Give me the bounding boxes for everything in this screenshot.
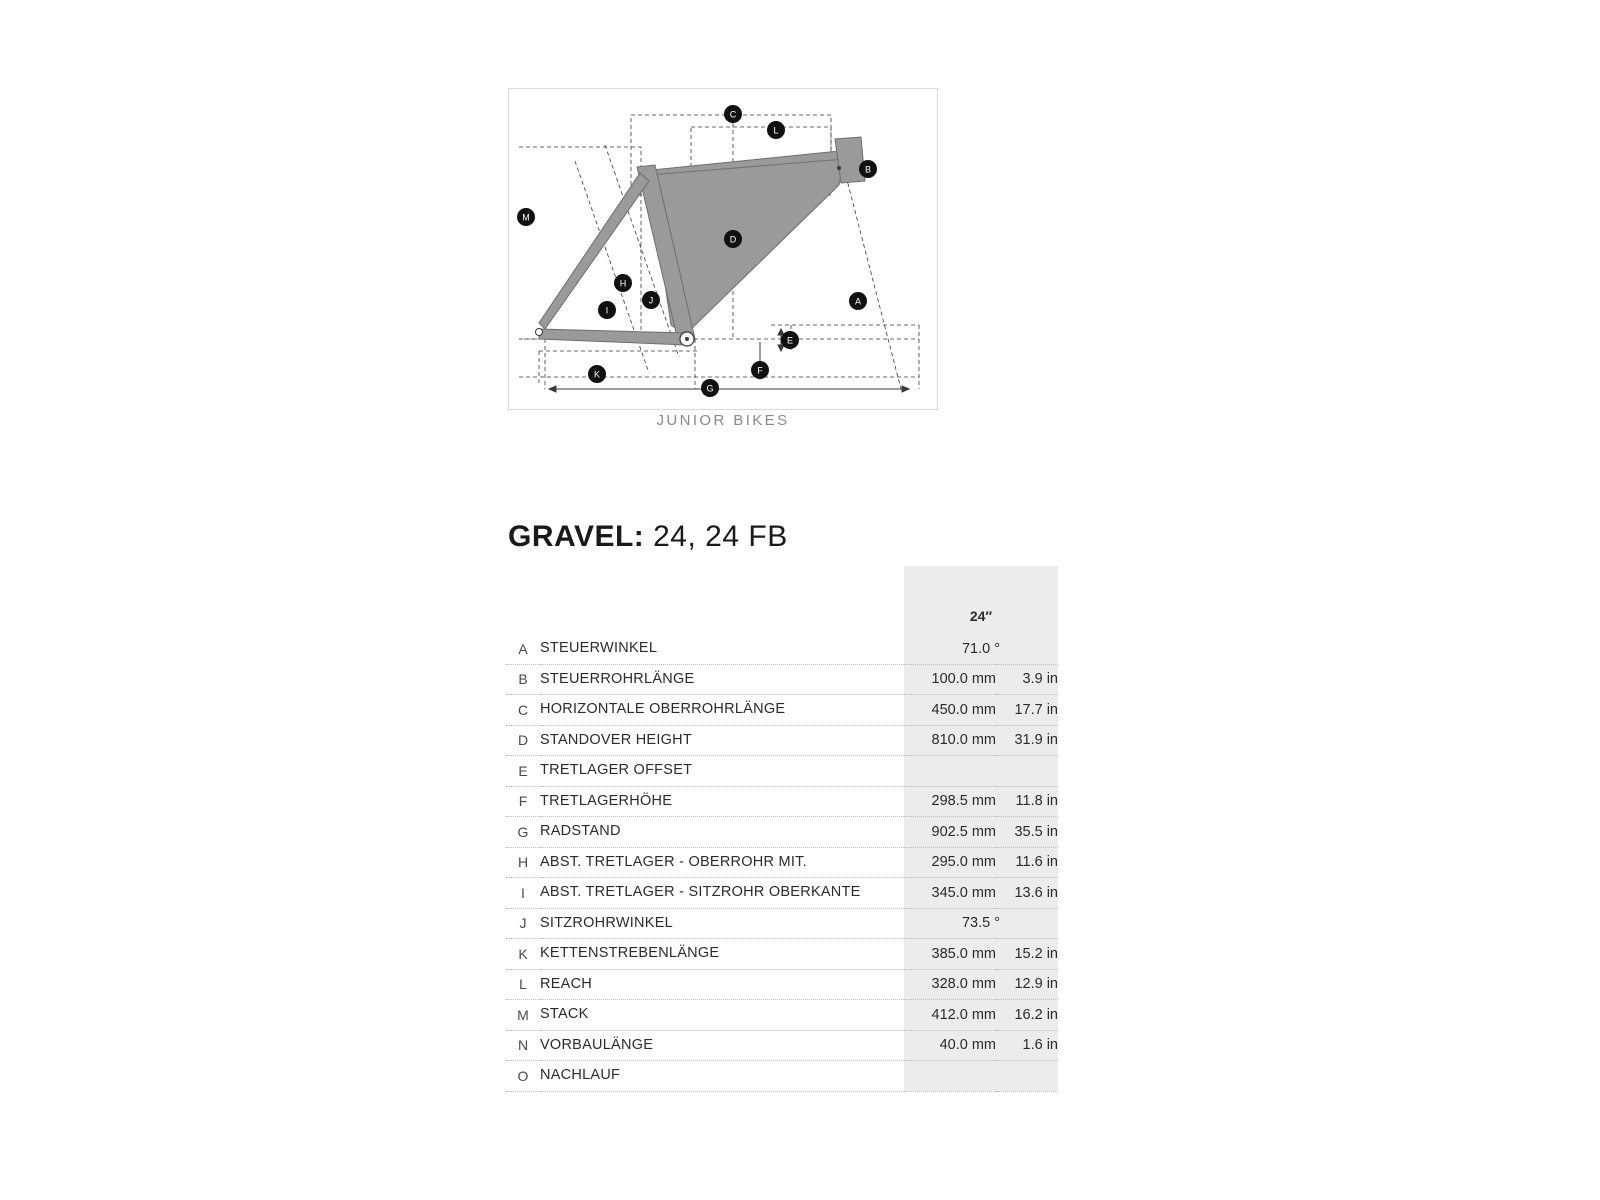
row-code: K [518, 945, 528, 962]
svg-text:K: K [593, 369, 601, 380]
row-value-mm: 385.0 mm [904, 939, 996, 970]
row-code: G [517, 823, 529, 840]
page-title [508, 520, 788, 554]
header-code-blank [506, 566, 540, 634]
svg-text:C: C [729, 109, 737, 120]
row-label: KETTENSTREBENLÄNGE [540, 945, 720, 962]
table-header-row [506, 566, 1058, 634]
bike-geometry-drawing [509, 89, 939, 411]
row-code: F [518, 793, 528, 810]
svg-text:J: J [648, 295, 654, 306]
row-value: 73.5 ° [904, 908, 1058, 939]
row-value-mm: 810.0 mm [904, 725, 996, 756]
table-row [506, 969, 1058, 1000]
svg-text:M: M [522, 212, 530, 223]
row-code: O [517, 1067, 529, 1084]
row-code: I [521, 884, 525, 901]
marker-e [781, 331, 799, 349]
row-label: RADSTAND [540, 823, 621, 840]
row-code: M [517, 1006, 529, 1023]
row-value-in: 35.5 in [996, 817, 1058, 848]
marker-l [767, 121, 785, 139]
row-value-in: 16.2 in [996, 1000, 1058, 1031]
geometry-table [506, 566, 1058, 1092]
table-row [506, 878, 1058, 909]
table-row [506, 1030, 1058, 1061]
row-value-mm [904, 756, 996, 787]
row-code: N [517, 1037, 529, 1054]
marker-m [517, 208, 535, 226]
table-row [506, 847, 1058, 878]
row-value-in: 12.9 in [996, 969, 1058, 1000]
row-value-in: 3.9 in [996, 664, 1058, 695]
row-label: STEUERWINKEL [540, 640, 658, 657]
row-value-mm: 295.0 mm [904, 847, 996, 878]
table-row [506, 664, 1058, 695]
table-row [506, 908, 1058, 939]
svg-text:B: B [864, 164, 872, 175]
row-label: HORIZONTALE OBERROHRLÄNGE [540, 701, 786, 718]
geometry-diagram-panel [508, 88, 938, 410]
row-value-mm: 412.0 mm [904, 1000, 996, 1031]
table-row [506, 939, 1058, 970]
svg-text:H: H [619, 278, 627, 289]
svg-text:A: A [854, 296, 862, 307]
svg-text:G: G [706, 383, 714, 394]
row-value-in: 1.6 in [996, 1030, 1058, 1061]
marker-f [751, 361, 769, 379]
row-value: 71.0 ° [904, 634, 1058, 664]
diagram-caption: JUNIOR BIKES [656, 412, 790, 429]
geometry-table-body [506, 634, 1058, 1091]
svg-text:F: F [757, 365, 763, 376]
row-label: NACHLAUF [540, 1067, 621, 1084]
row-code: C [517, 701, 529, 718]
row-label: STANDOVER HEIGHT [540, 731, 692, 748]
row-value-mm: 100.0 mm [904, 664, 996, 695]
table-row [506, 1061, 1058, 1092]
row-value-mm: 298.5 mm [904, 786, 996, 817]
header-label-blank [540, 566, 904, 634]
page-title-strong: GRAVEL: [508, 520, 645, 553]
row-value-in: 11.8 in [996, 786, 1058, 817]
row-value-in [996, 1061, 1058, 1092]
row-value-mm: 902.5 mm [904, 817, 996, 848]
row-value-in: 15.2 in [996, 939, 1058, 970]
row-code: L [519, 976, 527, 993]
svg-text:D: D [729, 234, 737, 245]
row-label: REACH [540, 975, 593, 992]
marker-g [701, 379, 719, 397]
row-code: J [519, 915, 527, 932]
row-code: E [518, 762, 528, 779]
marker-k [588, 365, 606, 383]
svg-text:L: L [773, 125, 779, 136]
row-label: STEUERROHRLÄNGE [540, 670, 695, 687]
row-code: H [517, 854, 529, 871]
row-label: TRETLAGER OFFSET [540, 762, 693, 779]
header-size-24: 24″ [904, 566, 1058, 634]
marker-d [724, 230, 742, 248]
table-row [506, 756, 1058, 787]
marker-b [859, 160, 877, 178]
marker-j [642, 291, 660, 309]
marker-a [849, 292, 867, 310]
row-value-mm: 450.0 mm [904, 695, 996, 726]
row-code: A [518, 640, 528, 657]
row-value-in: 17.7 in [996, 695, 1058, 726]
svg-text:I: I [605, 305, 609, 316]
row-value-mm [904, 1061, 996, 1092]
row-value-mm: 40.0 mm [904, 1030, 996, 1061]
svg-text:E: E [786, 335, 794, 346]
row-value-in: 11.6 in [996, 847, 1058, 878]
row-value-mm: 328.0 mm [904, 969, 996, 1000]
row-label: TRETLAGERHÖHE [540, 792, 673, 809]
row-code: B [518, 671, 528, 688]
row-code: D [517, 732, 529, 749]
row-label: STACK [540, 1006, 589, 1023]
table-row [506, 725, 1058, 756]
row-value-mm: 345.0 mm [904, 878, 996, 909]
table-row [506, 817, 1058, 848]
marker-c [724, 105, 742, 123]
row-label: ABST. TRETLAGER - OBERROHR MIT. [540, 853, 807, 870]
table-row [506, 1000, 1058, 1031]
row-value-in: 31.9 in [996, 725, 1058, 756]
marker-h [614, 274, 632, 292]
marker-i [598, 301, 616, 319]
page-title-light: 24, 24 FB [653, 520, 788, 553]
row-label: ABST. TRETLAGER - SITZROHR OBERKANTE [540, 884, 861, 901]
row-label: SITZROHRWINKEL [540, 914, 673, 931]
table-row [506, 634, 1058, 664]
row-value-in: 13.6 in [996, 878, 1058, 909]
table-row [506, 786, 1058, 817]
row-value-in [996, 756, 1058, 787]
table-row [506, 695, 1058, 726]
row-label: VORBAULÄNGE [540, 1036, 654, 1053]
